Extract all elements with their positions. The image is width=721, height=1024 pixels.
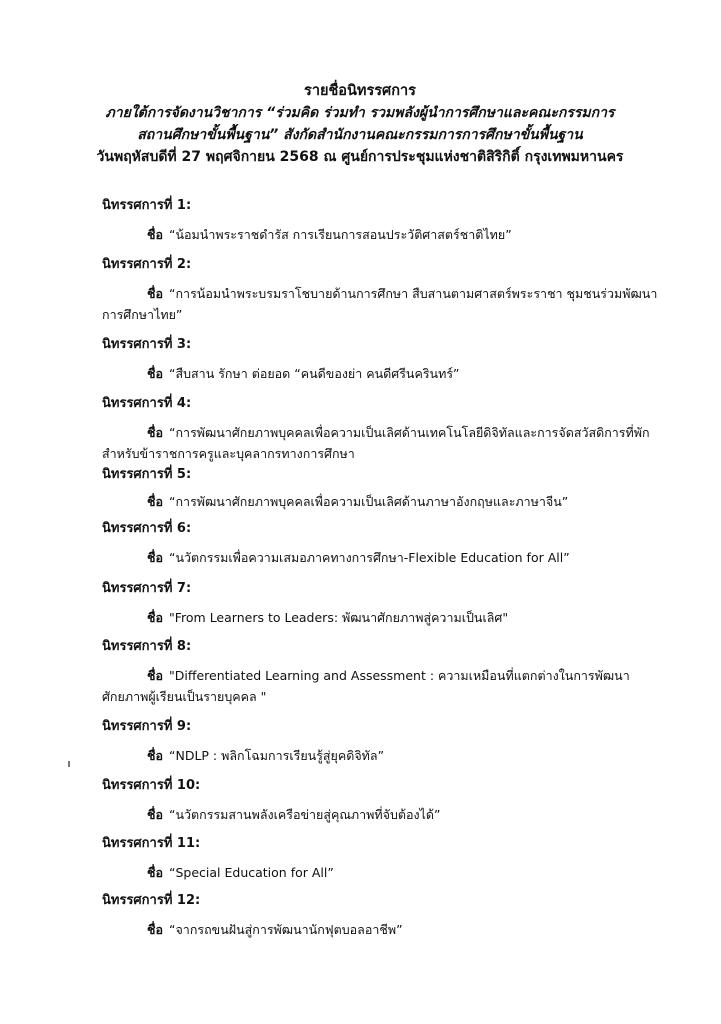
- exhibition-11: [102, 835, 662, 883]
- exhibition-name-text: “การน้อมนำพระบรมราโชบายด้านการศึกษา สืบสานตามศาสตร์พระราชา ชุมชนร่วมพัฒนาการศึกษาไทย”: [102, 286, 658, 322]
- exhibition-9: [102, 718, 662, 766]
- exhibition-name-text: “สืบสาน รักษา ต่อยอด “คนดีของย่า คนดีศรีนครินทร์”: [169, 366, 460, 381]
- exhibition-name: [102, 919, 662, 940]
- exhibition-8: [102, 638, 662, 707]
- exhibition-10: [102, 777, 662, 825]
- exhibition-label: นิทรรศการที่ 6:: [102, 521, 192, 536]
- name-label: ชื่อ: [147, 807, 163, 822]
- exhibition-name-text: “นวัตกรรมสานพลังเครือข่ายสู่คุณภาพที่จับต้องได้”: [169, 807, 441, 822]
- exhibition-label: นิทรรศการที่ 7:: [102, 581, 192, 596]
- exhibition-name-text: “จากรถขนฝันสู่การพัฒนานักฟุตบอลอาชีพ”: [169, 922, 403, 937]
- exhibition-label: นิทรรศการที่ 2:: [102, 257, 192, 272]
- exhibition-name: [102, 804, 662, 825]
- exhibition-7: [102, 580, 662, 628]
- exhibition-2: [102, 256, 662, 325]
- exhibition-name: [102, 665, 662, 707]
- event-title-line-1: ภายใต้การจัดงานวิชาการ “ร่วมคิด ร่วมทำ รวมพลังผู้นำการศึกษาและคณะกรรมการ: [105, 105, 615, 121]
- name-label: ชื่อ: [147, 748, 163, 763]
- exhibition-3: [102, 336, 662, 384]
- name-label: ชื่อ: [147, 550, 163, 565]
- event-title-line-2: สถานศึกษาขั้นพื้นฐาน” สังกัดสำนักงานคณะกรรมการการศึกษาขั้นพื้นฐาน: [137, 127, 583, 143]
- name-label: ชื่อ: [147, 425, 163, 440]
- exhibition-label: นิทรรศการที่ 1:: [102, 198, 192, 213]
- exhibition-name-text: "Differentiated Learning and Assessment : ความเหมือนที่แตกต่างในการพัฒนาศักยภาพผู้เรียนเป็นรายบุคคล ": [102, 668, 630, 704]
- exhibition-label: นิทรรศการที่ 9:: [102, 719, 192, 734]
- exhibition-name-text: “น้อมนำพระราชดำรัส การเรียนการสอนประวัติศาสตร์ชาติไทย”: [169, 227, 512, 242]
- event-date-venue: วันพฤหัสบดีที่ 27 พฤศจิกายน 2568 ณ ศูนย์การประชุมแห่งชาติสิริกิติ์ กรุงเทพมหานคร: [96, 149, 624, 165]
- exhibition-name: [102, 224, 662, 245]
- exhibition-name: [102, 422, 662, 464]
- exhibition-name: [102, 283, 662, 325]
- exhibition-name-text: “นวัตกรรมเพื่อความเสมอภาคทางการศึกษา-Flexible Education for All”: [169, 550, 570, 565]
- name-label: ชื่อ: [147, 610, 163, 625]
- exhibition-12: [102, 892, 662, 940]
- exhibition-label: นิทรรศการที่ 5:: [102, 467, 192, 482]
- exhibition-label: นิทรรศการที่ 10:: [102, 778, 201, 793]
- exhibition-name: [102, 745, 662, 766]
- exhibition-5: [102, 466, 662, 512]
- exhibition-label: นิทรรศการที่ 11:: [102, 836, 201, 851]
- document-header: [60, 80, 660, 168]
- name-label: ชื่อ: [147, 668, 163, 683]
- name-label: ชื่อ: [147, 865, 163, 880]
- exhibition-name: [102, 491, 662, 512]
- name-label: ชื่อ: [147, 922, 163, 937]
- exhibition-name: [102, 363, 662, 384]
- name-label: ชื่อ: [147, 286, 163, 301]
- exhibition-name: [102, 607, 662, 628]
- exhibition-name: [102, 862, 662, 883]
- exhibition-label: นิทรรศการที่ 12:: [102, 893, 201, 908]
- exhibition-label: นิทรรศการที่ 4:: [102, 396, 192, 411]
- exhibition-name-text: "From Learners to Leaders: พัฒนาศักยภาพสู่ความเป็นเลิศ": [169, 610, 509, 625]
- exhibition-name-text: “การพัฒนาศักยภาพบุคคลเพื่อความเป็นเลิศด้านภาษาอังกฤษและภาษาจีน”: [169, 494, 569, 509]
- exhibition-name-text: “การพัฒนาศักยภาพบุคคลเพื่อความเป็นเลิศด้านเทคโนโลยีดิจิทัลและการจัดสวัสดิการที่พักสำหรับข้าราชการครูและบุคลากรทางการศึกษา: [102, 425, 650, 461]
- exhibition-name: [102, 547, 662, 568]
- exhibition-label: นิทรรศการที่ 3:: [102, 337, 192, 352]
- exhibition-name-text: “NDLP : พลิกโฉมการเรียนรู้สู่ยุคดิจิทัล”: [169, 748, 385, 763]
- exhibition-name-text: “Special Education for All”: [169, 865, 334, 880]
- name-label: ชื่อ: [147, 227, 163, 242]
- exhibition-1: [102, 197, 662, 245]
- exhibition-label: นิทรรศการที่ 8:: [102, 639, 192, 654]
- name-label: ชื่อ: [147, 494, 163, 509]
- document-title: รายชื่อนิทรรศการ: [304, 83, 416, 99]
- name-label: ชื่อ: [147, 366, 163, 381]
- exhibition-6: [102, 520, 662, 568]
- scan-artifact-mark: [68, 761, 70, 767]
- exhibition-4: [102, 395, 662, 464]
